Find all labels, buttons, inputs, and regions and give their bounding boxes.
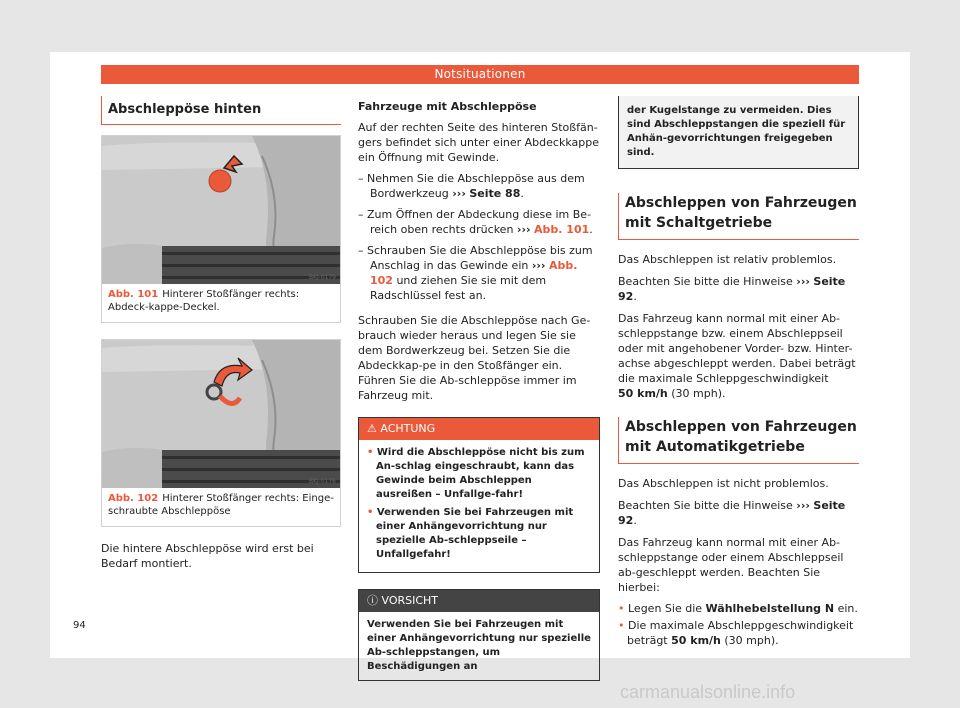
warning-body [359, 440, 599, 572]
figure-label: Abb. 101 [108, 289, 159, 300]
warning-bullet: • Wird die Abschleppöse nicht bis zum An-schlag eingeschraubt, kann das Gewinde beim Abschleppen ausreißen – Unfallge-fahr! [367, 447, 585, 500]
paragraph [618, 311, 859, 401]
warning-title: ACHTUNG [380, 422, 436, 435]
paragraph [618, 274, 859, 304]
section-heading: Abschleppen von Fahrzeugen mit Schaltgetriebe [625, 195, 857, 231]
paragraph: Schrauben Sie die Abschleppöse nach Ge-brauch wieder heraus und legen Sie sie dem Bordwerkzeug bei. Setzen Sie die Abdeckkap-pe in den Stoßfänger ein. Führen Sie die Ab-schleppöse immer im Fahrzeug mit. [358, 314, 591, 402]
warning-text: Verwenden Sie bei Fahrzeugen mit einer Anhängevorrichtung nur spezielle Ab-schleppseile – Unfallgefahr! [376, 507, 574, 560]
caution-box [358, 589, 600, 681]
figure-link[interactable]: Abb. 102 [370, 259, 578, 287]
step-item: – Zum Öffnen der Abdeckung diese im Be-reich oben rechts drücken ››› Abb. 101. [358, 208, 593, 236]
bullet-item: • Die maximale Abschleppgeschwindigkeit beträgt 50 km/h (30 mph). [618, 619, 854, 647]
text: Das Fahrzeug kann normal mit einer Ab-schleppstange bzw. einem Abschleppseil oder mit angehobener Vorder- bzw. Hinter-achse abgeschleppt werden. Dabei beträgt die maximale Schleppgeschwindigkeit [618, 312, 856, 385]
image-code: BKJ-0176 [308, 478, 336, 485]
figure-label: Abb. 102 [108, 493, 159, 504]
step-item: – Nehmen Sie die Abschleppöse aus dem Bordwerkzeug ››› Seite 88. [358, 172, 585, 200]
info-circle-icon: ⓘ [367, 594, 378, 607]
figure-102 [101, 339, 341, 527]
paragraph: Das Abschleppen ist nicht problemlos. [618, 477, 829, 490]
page-link[interactable]: Seite 92 [618, 499, 846, 527]
step-end: . [589, 223, 593, 236]
step-text: Zum Öffnen der Abdeckung diese im Be-reich oben rechts drücken [367, 208, 592, 236]
bullet-item: • Legen Sie die Wählhebelstellung N ein. [618, 602, 858, 615]
subheading: Fahrzeuge mit Abschleppöse [358, 100, 537, 113]
step-end: . [520, 187, 524, 200]
ref-arrow: ››› [452, 187, 466, 200]
step-text: Schrauben Sie die Abschleppöse bis zum Anschlag in das Gewinde ein [367, 244, 593, 272]
text: Legen Sie die [628, 602, 703, 615]
warning-header [359, 418, 599, 440]
section-title: Abschleppöse hinten [108, 102, 262, 117]
section-rule [101, 124, 341, 125]
caution-title: VORSICHT [381, 594, 439, 607]
text: . [633, 514, 637, 527]
paragraph: Die hintere Abschleppöse wird erst bei Bedarf montiert. [101, 542, 314, 570]
step-text: Nehmen Sie die Abschleppöse aus dem Bordwerkzeug [367, 172, 585, 200]
warning-text: Wird die Abschleppöse nicht bis zum An-schlag eingeschraubt, kann das Gewinde beim Abschleppen ausreißen – Unfallge-fahr! [376, 447, 585, 500]
heading-manual [618, 193, 859, 240]
paragraph: Auf der rechten Seite des hinteren Stoßfän-gers befindet sich unter einer Abdeckkappe ein Öffnung mit Gewinde. [358, 121, 599, 164]
bumper-image-cap [102, 136, 340, 284]
text: ein. [834, 602, 858, 615]
caution-body: Verwenden Sie bei Fahrzeugen mit einer Anhängevorrichtung nur spezielle Ab-schleppstangen, um Beschädigungen an [367, 619, 591, 672]
image-code: BKJ-0179 [308, 274, 336, 281]
site-watermark: carmanualsonline.info [620, 682, 796, 702]
figure-caption [102, 284, 340, 322]
ref-arrow: ››› [531, 259, 546, 272]
text: (30 mph). [667, 387, 726, 400]
heading-automatic [618, 417, 859, 464]
caption-text: Hinterer Stoßfänger rechts: Abdeck-kappe-Deckel. [108, 289, 300, 313]
paragraph [618, 498, 859, 528]
warning-box [358, 417, 600, 573]
text: Die maximale Abschleppgeschwindigkeit beträgt [627, 619, 854, 647]
gear-position: Wählhebelstellung N [705, 602, 835, 615]
chapter-header: Notsituationen [101, 65, 859, 84]
warning-triangle-icon: ⚠ [367, 422, 377, 435]
paragraph: Das Abschleppen ist relativ problemlos. [618, 253, 837, 266]
text: (30 mph). [720, 634, 779, 647]
page-number: 94 [73, 620, 86, 631]
figure-caption [102, 488, 340, 526]
step-end: und ziehen Sie sie mit dem Radschlüssel fest an. [370, 274, 547, 302]
caution-continuation: der Kugelstange zu vermeiden. Dies sind Abschleppstangen die speziell für Anhän-gevorrichtungen freigegeben sind. [618, 96, 859, 169]
column-left [101, 96, 341, 571]
column-middle [358, 96, 600, 681]
caution-header [359, 590, 599, 612]
text: . [633, 290, 637, 303]
caption-text: Hinterer Stoßfänger rechts: Einge-schraubte Abschleppöse [108, 493, 334, 517]
figure-link[interactable]: Abb. 101 [534, 223, 590, 236]
step-item: – Schrauben Sie die Abschleppöse bis zum Anschlag in das Gewinde ein ››› Abb. 102 und ziehen Sie sie mit dem Radschlüssel fest an. [358, 244, 593, 302]
page-link[interactable]: Seite 88 [469, 187, 521, 200]
ref-arrow: ››› [796, 499, 810, 512]
figure-101 [101, 135, 341, 323]
warning-bullet: • Verwenden Sie bei Fahrzeugen mit einer Anhängevorrichtung nur spezielle Ab-schleppseile – Unfallgefahr! [367, 507, 574, 560]
speed-value: 50 km/h [671, 634, 721, 647]
section-heading: Abschleppen von Fahrzeugen mit Automatikgetriebe [625, 419, 857, 455]
text: Beachten Sie bitte die Hinweise [618, 499, 793, 512]
ref-arrow: ››› [516, 223, 531, 236]
page-link[interactable]: Seite 92 [618, 275, 846, 303]
text: Beachten Sie bitte die Hinweise [618, 275, 793, 288]
bumper-image-eye [102, 340, 340, 488]
ref-arrow: ››› [796, 275, 810, 288]
speed-value: 50 km/h [618, 387, 668, 400]
section-heading [101, 96, 341, 124]
bumper-illustration [102, 340, 340, 488]
paragraph: Das Fahrzeug kann normal mit einer Ab-schleppstange oder einem Abschleppseil ab-geschleppt werden. Beachten Sie hierbei: [618, 536, 844, 594]
bumper-illustration [102, 136, 340, 284]
column-right [618, 96, 859, 648]
